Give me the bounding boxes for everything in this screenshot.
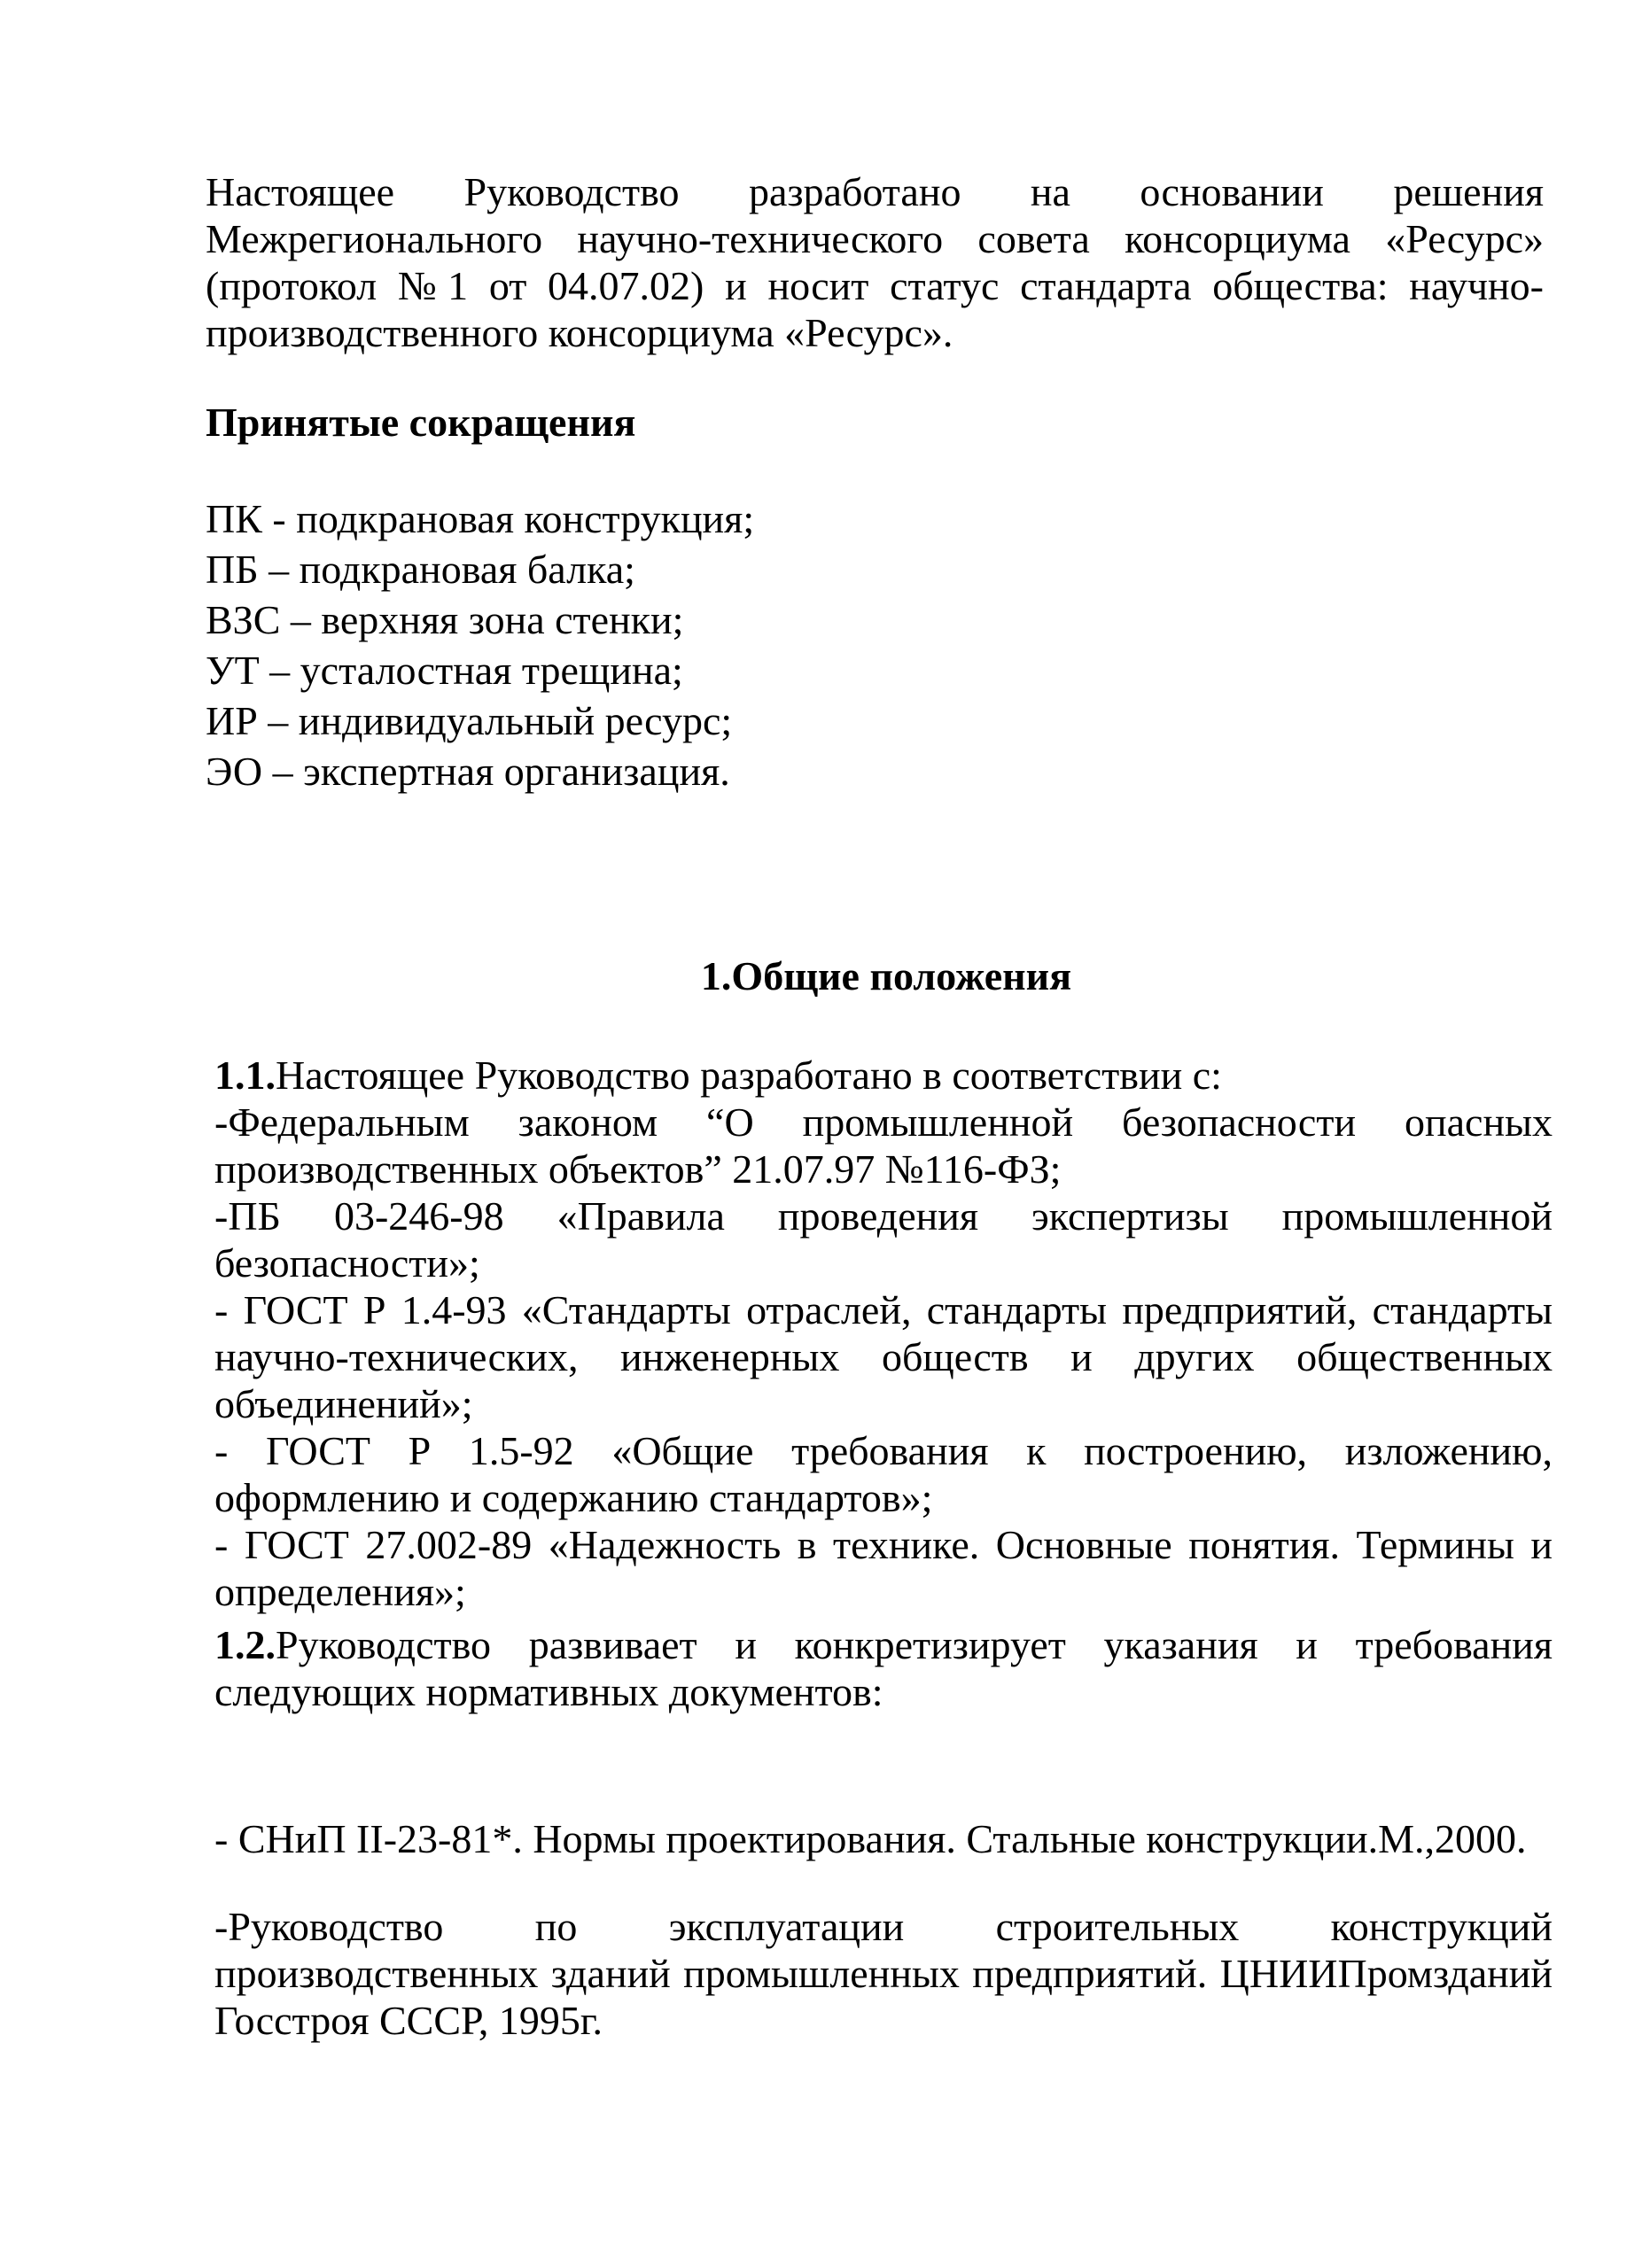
abbreviation-item: ПК - подкрановая конструкция;: [206, 496, 755, 541]
list-item: -ПБ 03-246-98 «Правила проведения экспертизы промышленной безопасности»;: [214, 1193, 1553, 1285]
section-1-2: [214, 1621, 1553, 1715]
list-item: - ГОСТ 27.002-89 «Надежность в технике. Основные понятия. Термины и определения»;: [214, 1522, 1553, 1614]
abbreviation-item: ВЗС – верхняя зона стенки;: [206, 597, 684, 642]
list-item: -Федеральным законом “О промышленной безопасности опасных производственных объектов” 21.07.97 №116-ФЗ;: [214, 1099, 1553, 1192]
intro-text: Настоящее Руководство разработано на основании решения Межрегионального научно-технического совета консорциума «Ресурс» (протокол №1 от 04.07.02) и носит статус стандарта общества: научно-производственного консорциума «Ресурс».: [206, 169, 1544, 355]
intro-paragraph: [206, 168, 1544, 356]
abbreviation-item: УТ – усталостная трещина;: [206, 648, 683, 693]
list-item: -Руководство по эксплуатации строительных конструкций производственных зданий промышленных предприятий. ЦНИИПромзданий Госстроя СССР, 1995г.: [214, 1904, 1553, 2043]
paragraph-1-2: [214, 1621, 1553, 1715]
section-1-1: [214, 1052, 1553, 1615]
paragraph-text: Руководство развивает и конкретизирует указания и требования следующих нормативных документов:: [214, 1622, 1553, 1714]
list-item: - СНиП II-23-81*. Нормы проектирования. Стальные конструкции.М.,2000.: [214, 1816, 1527, 1861]
abbreviation-item: ПБ – подкрановая балка;: [206, 547, 635, 592]
paragraph-text: Настоящее Руководство разработано в соответствии с:: [276, 1052, 1222, 1098]
paragraph-number: 1.1.: [214, 1052, 276, 1098]
section-title: 1.Общие положения: [700, 953, 1072, 998]
abbreviation-item: ИР – индивидуальный ресурс;: [206, 698, 733, 743]
abbreviation-item: ЭО – экспертная организация.: [206, 749, 730, 794]
normative-item-snip: [214, 1815, 1553, 1862]
paragraph-1-1: [214, 1052, 1553, 1099]
paragraph-number: 1.2.: [214, 1622, 276, 1667]
abbreviations-list: [206, 493, 1446, 796]
normative-item-guide: [214, 1903, 1553, 2044]
list-item: - ГОСТ Р 1.4-93 «Стандарты отраслей, стандарты предприятий, стандарты научно-технических, инженерных обществ и других общественных объединений»;: [214, 1287, 1553, 1426]
abbreviations-heading: Принятые сокращения: [206, 400, 636, 445]
list-item: - ГОСТ Р 1.5-92 «Общие требования к построению, изложению, оформлению и содержанию стандартов»;: [214, 1428, 1553, 1520]
